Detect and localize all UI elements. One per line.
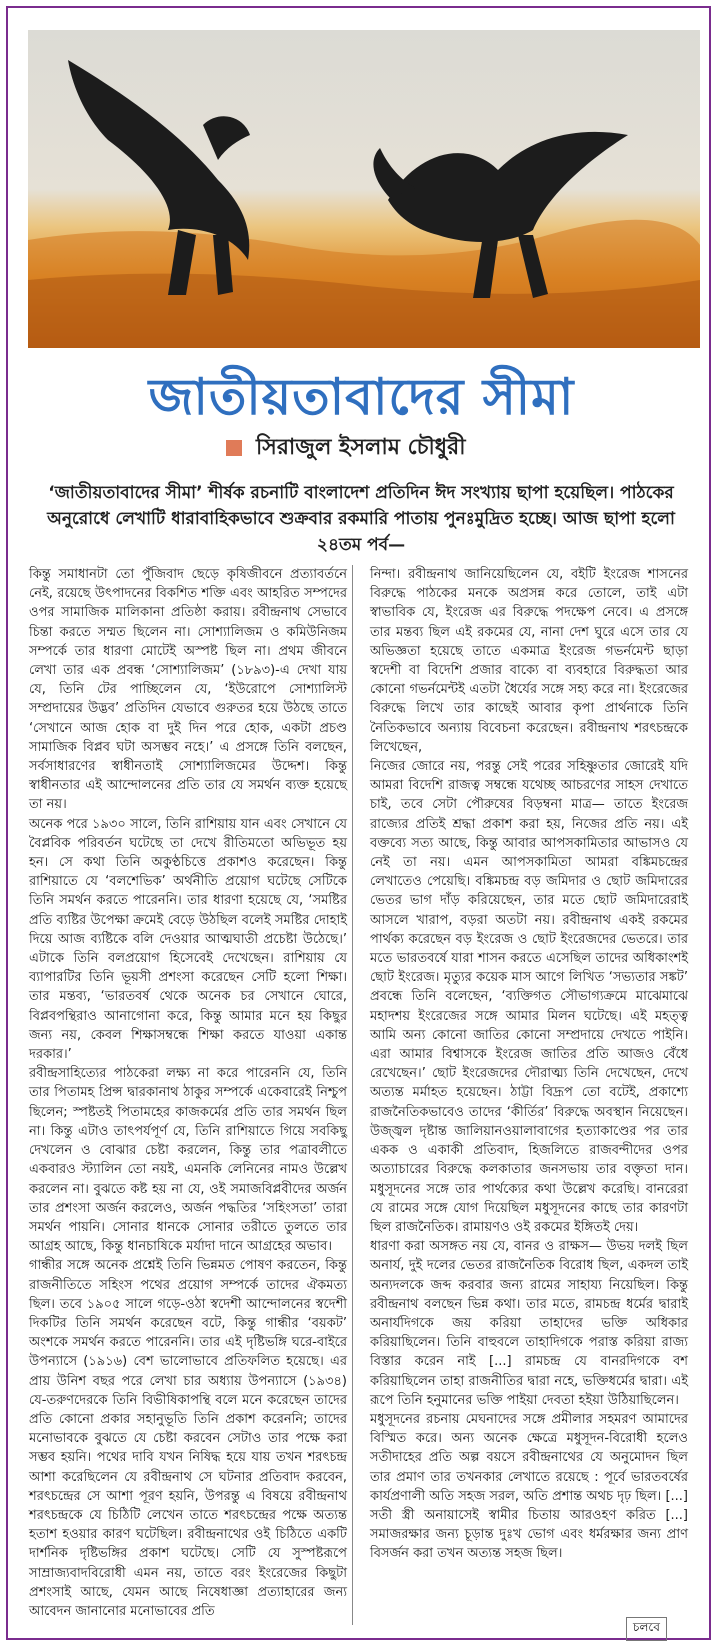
author-byline <box>226 430 466 467</box>
bullet-square-icon <box>226 440 242 456</box>
paragraph: অনেক পরে ১৯৩০ সালে, তিনি রাশিয়ায় যান এবং সেখানে যে বৈপ্লবিক পরিবর্তন ঘটেছে তা দেখে রীতিমতো অভিভূত হয় হন। সে কথা তিনি অকুণ্ঠচিত্তে প্রকাশও করেছেন। কিন্তু রাশিয়াতে যে ‘বলশেভিক’ অর্থনীতি প্রয়োগ ঘটেছে সেটিকে তিনি সমর্থন করতে পারেননি। তার ধারণা হয়েছে যে, ‘সমষ্টির প্রতি ব্যষ্টির উপেক্ষা ক্রমেই বেড়ে উঠছিল বলেই সমষ্টির দোহাই দিয়ে আজ ব্যষ্টিকে বলি দেওয়ার আত্মঘাতী প্রচেষ্টা উঠেছে।’ এটাকে তিনি বলপ্রয়োগ হিসেবেই দেখেছেন। রাশিয়ায় যে ব্যাপারটির তিনি ভূয়সী প্রশংসা করেছেন সেটি হলো শিক্ষা। তার মন্তব্য, ‘ভারতবর্ষ থেকে অনেক চর সেখানে ঘোরে, বিপ্লবপন্থিরাও আনাগোনা করে, কিন্তু আমার মনে হয় কিছুর জন্য নয়, কেবল শিক্ষাসম্বন্ধে শিক্ষা করতে যাওয়া একান্ত দরকার।’ <box>29 816 347 1063</box>
paragraph: নিন্দা। রবীন্দ্রনাথ জানিয়েছিলেন যে, বইটি ইংরেজ শাসনের বিরুদ্ধে পাঠকের মনকে অপ্রসন্ন করে তোলে, তাই এটা স্বাভাবিক যে, ইংরেজ এর বিরুদ্ধে পদক্ষেপ নেবে। এ প্রসঙ্গে তার মন্তব্য ছিল এই রকমের যে, নানা দেশ ঘুরে এসে তার যে অভিজ্ঞতা হয়েছে তাতে একমাত্র ইংরেজ গভর্নমেন্ট ছাড়া স্বদেশী বা বিদেশি প্রজার বাক্যে বা ব্যবহারে বিরুদ্ধতা আর কোনো গভর্নমেন্টই এতটা ধৈর্যের সঙ্গে সহ্য করে না। ইংরেজের বিরুদ্ধে লিখে তার কাছেই আবার কৃপা প্রার্থনাকে তিনি নৈতিকভাবে অন্যায় বিবেচনা করেছেন। রবীন্দ্রনাথ শরৎচন্দ্রকে লিখেছেন, <box>370 567 688 755</box>
continued-label: চলবে <box>626 1617 667 1641</box>
paragraph: কিন্তু সমাধানটা তো পুঁজিবাদ ছেড়ে কৃষিজীবনে প্রত্যাবর্তনে নেই, রয়েছে উৎপাদনের বিকশিত শক্তি এবং আহরিত সম্পদের ওপর সামাজিক মালিকানা প্রতিষ্ঠা করায়। রবীন্দ্রনাথ সেভাবে চিন্তা করতে সম্মত ছিলেন না। সোশ্যালিজম ও কমিউনিজম সম্পর্কে তার ধারণা মোটেই অস্পষ্ট ছিল না। প্রথম জীবনে লেখা তার এক প্রবন্ধ ‘সোশ্যালিজম’ (১৮৯৩)-এ দেখা যায় যে, তিনি টের পাচ্ছিলেন যে, ‘ইউরোপে সোশ্যালিস্ট সম্প্রদায়ের উদ্ভব’ প্রতিদিন যেভাবে গুরুতর হয়ে উঠছে তাতে ‘সেখানে আজ হোক বা দুই দিন পরে হোক, একটা প্রচণ্ড সামাজিক বিপ্লব ঘটা অসম্ভব নহে।’ এ প্রসঙ্গে তিনি বলছেন, সর্বসাধারণের স্বাধীনতাই সোশ্যালিজমের উদ্দেশ। কিন্তু স্বাধীনতার এই আন্দোলনের প্রতি তার যে সমর্থন ব্যক্ত হয়েছে তা নয়। <box>29 567 347 813</box>
paragraph: মধুসূদনের রচনায় মেঘনাদের সঙ্গে প্রমীলার সহমরণ আমাদের বিস্মিত করে। অন্য অনেক ক্ষেত্রে মধুসূদন-বিরোধী হলেও সতীদাহের প্রতি অল্প বয়সে রবীন্দ্রনাথের যে অনুমোদন ছিল তার প্রমাণ তার তখনকার লেখাতে রয়েছে : পূর্বে ভারতবর্ষের কার্যপ্রণালী অতি সহজ সরল, অতি প্রশান্ত অথচ দৃঢ় ছিল। [...] সতী স্ত্রী অনায়াসেই স্বামীর চিতায় আরওহণ করিত [...] সমাজরক্ষার জন্য চূড়ান্ত দুঃখ ভোগ এবং ধর্মরক্ষার জন্য প্রাণ বিসর্জন করা তখন অত্যন্ত সহজ ছিল। <box>370 1411 688 1562</box>
paragraph: ধারণা করা অসঙ্গত নয় যে, বানর ও রাক্ষস— উভয় দলই ছিল অনার্য, দুই দলের ভেতর রাজনৈতিক বিরোধ ছিল, একদল তাই অন্যদলকে জব্দ করবার জন্য রামের সাহায্য নিয়েছিল। কিন্তু রবীন্দ্রনাথ বলছেন ভিন্ন কথা। তার মতে, রামচন্দ্র ধর্মের দ্বারাই অনার্যদিগকে জয় করিয়া তাহাদের ভক্তি অধিকার করিয়াছিলেন। তিনি বাহুবলে তাহাদিগকে পরাস্ত করিয়া রাজ্য বিস্তার করেন নাই [...] রামচন্দ্র যে বানরদিগকে বশ করিয়াছিলেন তাহা রাজনীতির দ্বারা নহে, ভক্তিধর্মের দ্বারা। এই রূপে তিনি হনুমানের ভক্তি পাইয়া দেবতা হইয়া উঠিয়াছিলেন। <box>370 1239 688 1408</box>
bird-painting-illustration <box>28 30 700 348</box>
author-name: সিরাজুল ইসলাম চৌধুরী <box>256 435 466 460</box>
left-column <box>29 565 347 1621</box>
paragraph: রবীন্দ্রসাহিত্যের পাঠকেরা লক্ষ্য না করে পারেননি যে, তিনি তার পিতামহ প্রিন্স দ্বারকানাথ ঠাকুর সম্পর্কে একেবারেই নিশ্চুপ ছিলেন; স্পষ্টতই পিতামহের কাজকর্মের প্রতি তার সমর্থন ছিল না। কিন্তু এটাও তাৎপর্যপূর্ণ যে, তিনি রাশিয়াতে গিয়ে সবকিছু দেখলেন ও বোঝার চেষ্টা করলেন, কিন্তু তার পত্রাবলীতে একবারও স্ট্যালিন তো নয়ই, এমনকি লেনিনের নামও উল্লেখ করলেন না। বুঝতে কষ্ট হয় না যে, ওই সমাজবিপ্লবীদের অর্জন তার প্রশংসা অর্জন করলেও, অর্জন পদ্ধতির ‘সহিংসতা’ তারা সমর্থন পায়নি। সোনার ধানকে সোনার তরীতে তুলতে তার আগ্রহ আছে, কিন্তু ধানচাষিকে মর্যাদা দানে আগ্রহের অভাব। <box>29 1066 347 1255</box>
article-title: জাতীয়তাবাদের সীমা <box>148 368 575 426</box>
paragraph: গান্ধীর সঙ্গে অনেক প্রশ্নেই তিনি ভিন্নমত পোষণ করতেন, কিন্তু রাজনীতিতে সহিংস পথের প্রয়োগ সম্পর্কে তাদের ঐকমত্য ছিল। তবে ১৯০৫ সালে গড়ে-ওঠা স্বদেশী আন্দোলনের স্বদেশী দিকটির তিনি সমর্থন করেছেন বটে, কিন্তু গান্ধীর ‘বয়কট’ অংশকে সমর্থন করতে পারেননি। তার এই দৃষ্টিভঙ্গি ঘরে-বাইরে উপন্যাসে (১৯১৬) বেশ ভালোভাবে প্রতিফলিত হয়েছে। এর প্রায় উনিশ বছর পরে লেখা চার অধ্যায় উপন্যাসে (১৯৩৪) যে-তরুণদেরকে তিনি বিভীষিকাপন্থি বলে মনে করেছেন তাদের প্রতি কোনো প্রকার সহানুভূতি তিনি প্রকাশ করেননি; তাদের মনোভাবকে বুঝতে যে চেষ্টা করবেন সেটাও তার পক্ষে করা সম্ভব হয়নি। পথের দাবি যখন নিষিদ্ধ হয়ে যায় তখন শরৎচন্দ্র আশা করেছিলেন যে রবীন্দ্রনাথ সে ঘটনার প্রতিবাদ করবেন, শরৎচন্দ্রের সে আশা পূরণ হয়নি, উপরন্তু এ বিষয়ে রবীন্দ্রনাথ শরৎচন্দ্রকে যে চিঠিটি লেখেন তাতে শরৎচন্দ্রের পক্ষে অত্যন্ত হতাশ হওয়ার কারণ ঘটেছিল। রবীন্দ্রনাথের ওই চিঠিতে একটি দার্শনিক দৃষ্টিভঙ্গির প্রকাশ ঘটেছে। সেটি যে সুস্পষ্টরূপে সাম্রাজ্যবাদবিরোধী এমন নয়, তাতে বরং ইংরেজের কিছুটা প্রশংসাই আছে, যেমন আছে নিষেধাজ্ঞা প্রত্যাহারের জন্য আবেদন জানানোর মনোভাবের প্রতি <box>29 1258 347 1619</box>
paragraph: নিজের জোরে নয়, পরন্তু সেই পরের সহিষ্ণুতার জোরেই যদি আমরা বিদেশি রাজত্ব সম্বন্ধে যথেচ্ছ আচরণের সাহস দেখাতে চাই, তবে সেটা পৌরুষের বিড়ম্বনা মাত্র— তাতে ইংরেজ রাজ্যের প্রতিই শ্রদ্ধা প্রকাশ করা হয়, নিজের প্রতি নয়। এই বক্তব্যে সত্য আছে, কিন্তু আবার আপসকামিতার আভাসও যে নেই তা নয়। এমন আপসকামিতা আমরা বঙ্কিমচন্দ্রের লেখাতেও পেয়েছি। বঙ্কিমচন্দ্র বড় জমিদার ও ছোট জমিদারের ভেতর ভাগ দাঁড় করিয়েছেন, তার মতে ছোট জমিদারেরাই আসলে খারাপ, বড়রা অতটা নয়। রবীন্দ্রনাথ একই রকমের পার্থক্য করেছেন বড় ইংরেজ ও ছোট ইংরেজদের ভেতরে। তার মতে ভারতবর্ষে যারা শাসন করতে এসেছিল তাদের অধিকাংশই ছোট ইংরেজ। মৃত্যুর কয়েক মাস আগে লিখিত ‘সভ্যতার সঙ্কট’ প্রবন্ধে তিনি বলেছেন, ‘ব্যক্তিগত সৌভাগ্যক্রমে মাঝেমাঝে মহাদশয় ইংরেজের সঙ্গে আমার মিলন ঘটেছে। এই মহত্ত্ব আমি অন্য কোনো জাতির কোনো সম্প্রদায়ে দেখতে পাইনি। এরা আমার বিশ্বাসকে ইংরেজ জাতির প্রতি আজও বেঁধে রেখেছেন।’ ছোট ইংরেজদের দৌরাত্ম্য তিনি দেখেছেন, দেখে অত্যন্ত মর্মাহত হয়েছেন। ঠাট্টা বিদ্রূপ তো বটেই, প্রকাশ্যে রাজনৈতিকভাবেও তাদের ‘কীর্তির’ বিরুদ্ধে অবস্থান নিয়েছেন। উজ্জ্বল দৃষ্টান্ত জালিয়ানওয়ালাবাগের হত্যাকাণ্ডের পর তার একক ও একাকী প্রতিবাদ, হিজলিতে রাজবন্দীদের ওপর অত্যাচারের বিরুদ্ধে কলকাতার জনসভায় তার বক্তৃতা দান। মধুসূদনের সঙ্গে তার পার্থক্যের কথা উল্লেখ করেছি। বানরেরা যে রামের সঙ্গে যোগ দিয়েছিল মধুসূদনের কাছে তার কারণটা ছিল রাজনৈতিক। রামায়ণও ওই রকমের ইঙ্গিতই দেয়। <box>370 759 688 1235</box>
hero-illustration <box>28 30 700 348</box>
right-column <box>370 565 688 1564</box>
column-divider <box>352 565 353 1625</box>
article-intro: ‘জাতীয়তাবাদের সীমা’ শীর্ষক রচনাটি বাংলাদেশ প্রতিদিন ঈদ সংখ্যায় ছাপা হয়েছিল। পাঠকের অনুরোধে লেখাটি ধারাবাহিকভাবে শুক্রবার রকমারি পাতায় পুনঃমুদ্রিত হচ্ছে। আজ ছাপা হলো ২৪তম পর্ব— <box>47 483 675 555</box>
